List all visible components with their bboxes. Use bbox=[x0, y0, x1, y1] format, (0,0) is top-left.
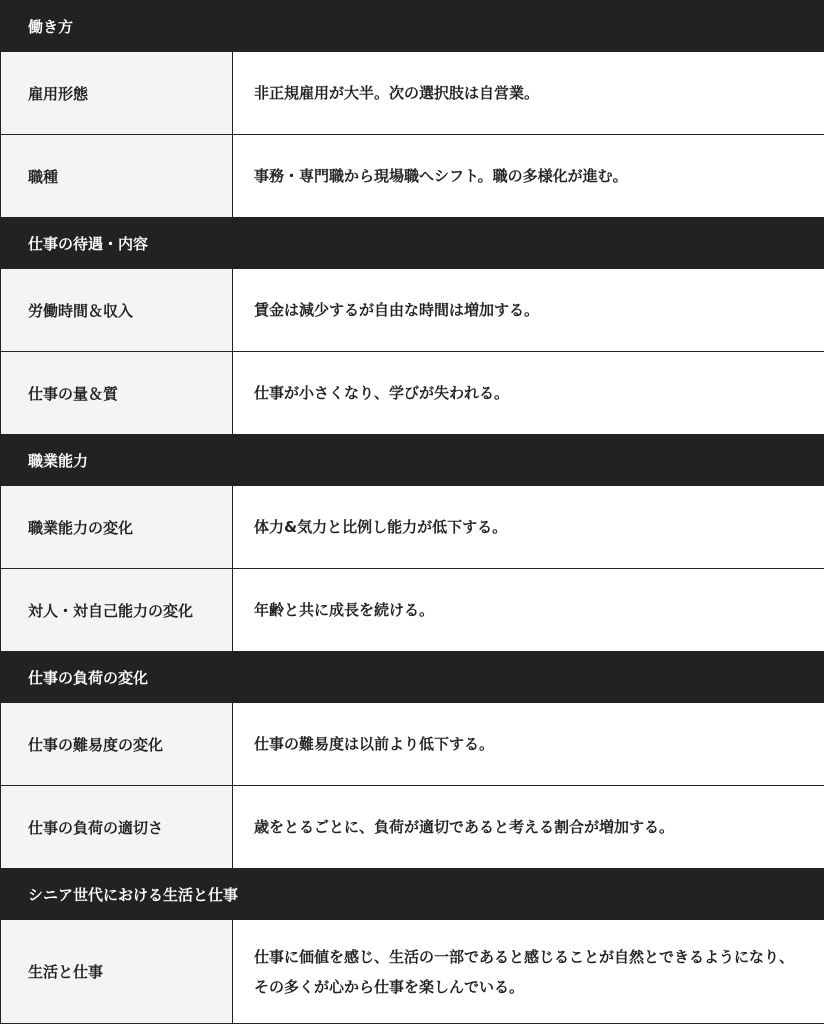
row-label: 仕事の量＆質 bbox=[1, 352, 233, 435]
section-title: 働き方 bbox=[1, 1, 824, 52]
table-row bbox=[1, 920, 824, 1024]
row-value: 年齢と共に成長を続ける。 bbox=[233, 569, 824, 652]
table-row bbox=[1, 269, 824, 352]
table-row bbox=[1, 135, 824, 218]
section-header-skills bbox=[1, 435, 824, 486]
row-label: 職種 bbox=[1, 135, 233, 218]
table-row bbox=[1, 352, 824, 435]
row-value: 歳をとるごとに、負荷が適切であると考える割合が増加する。 bbox=[233, 786, 824, 869]
section-title: 仕事の負荷の変化 bbox=[1, 652, 824, 703]
section-title: 職業能力 bbox=[1, 435, 824, 486]
row-value: 事務・専門職から現場職へシフト。職の多様化が進む。 bbox=[233, 135, 824, 218]
table-row bbox=[1, 486, 824, 569]
table-row bbox=[1, 569, 824, 652]
row-label: 仕事の負荷の適切さ bbox=[1, 786, 233, 869]
row-label: 雇用形態 bbox=[1, 52, 233, 135]
row-label: 労働時間＆収入 bbox=[1, 269, 233, 352]
row-label: 生活と仕事 bbox=[1, 920, 233, 1024]
row-value: 賃金は減少するが自由な時間は増加する。 bbox=[233, 269, 824, 352]
section-header-work-style bbox=[1, 1, 824, 52]
table-row bbox=[1, 703, 824, 786]
row-value: 仕事に価値を感じ、生活の一部であると感じることが自然とできるようになり、その多くが心から仕事を楽しんでいる。 bbox=[233, 920, 824, 1024]
row-label: 対人・対自己能力の変化 bbox=[1, 569, 233, 652]
section-title: シニア世代における生活と仕事 bbox=[1, 869, 824, 920]
row-label: 仕事の難易度の変化 bbox=[1, 703, 233, 786]
row-value: 仕事が小さくなり、学びが失われる。 bbox=[233, 352, 824, 435]
row-value: 体力&気力と比例し能力が低下する。 bbox=[233, 486, 824, 569]
table-row bbox=[1, 786, 824, 869]
section-header-senior-life bbox=[1, 869, 824, 920]
row-value: 仕事の難易度は以前より低下する。 bbox=[233, 703, 824, 786]
table-row bbox=[1, 52, 824, 135]
row-value: 非正規雇用が大半。次の選択肢は自営業。 bbox=[233, 52, 824, 135]
section-title: 仕事の待遇・内容 bbox=[1, 218, 824, 269]
row-label: 職業能力の変化 bbox=[1, 486, 233, 569]
section-header-treatment bbox=[1, 218, 824, 269]
section-header-workload bbox=[1, 652, 824, 703]
